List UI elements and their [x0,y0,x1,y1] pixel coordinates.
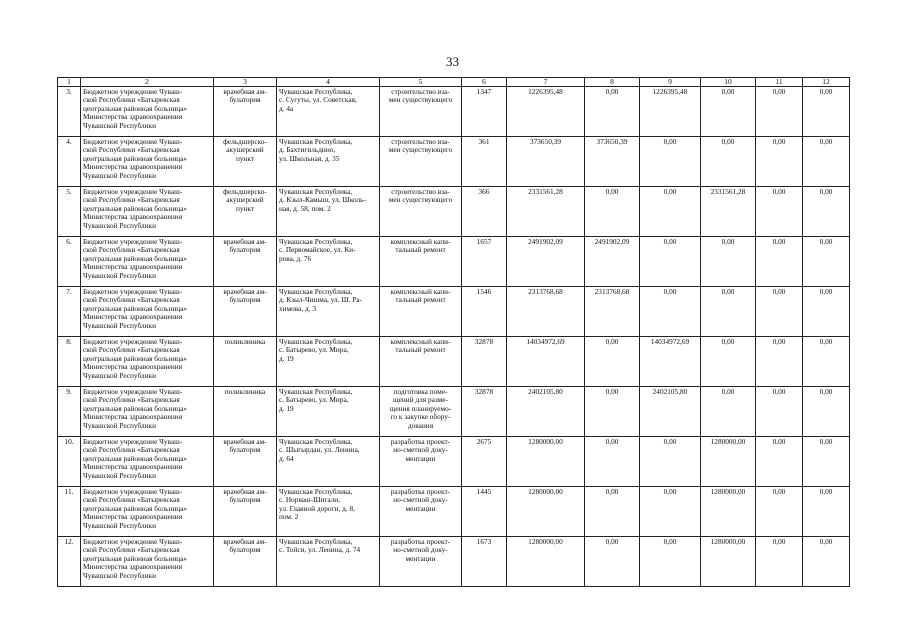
facility-address: Чувашская Республика, с. Батырево, ул. Мира, д. 19 [277,387,380,437]
amount-col-11: 0,00 [756,87,803,137]
amount-col-8: 2313768,68 [585,287,640,337]
total-amount: 1280000,00 [507,487,585,537]
row-number: 10. [58,437,81,487]
amount-col-10: 0,00 [701,137,756,187]
total-amount: 2402105,80 [507,387,585,437]
row-number: 12. [58,537,81,587]
column-number: 4 [277,78,380,87]
amount-col-12: 0,00 [803,487,850,537]
amount-col-11: 0,00 [756,137,803,187]
facility-type: поликлиника [214,337,277,387]
total-amount: 1280000,00 [507,437,585,487]
facility-address: Чувашская Республика, с. Норваш-Шигали, ул. Главной дороги, д. 8, пом. 2 [277,487,380,537]
amount-col-9: 0,00 [640,437,701,487]
amount-col-12: 0,00 [803,287,850,337]
amount-col-9: 0,00 [640,137,701,187]
table-row [58,387,850,437]
amount-col-11: 0,00 [756,337,803,387]
amount-col-9: 1226395,48 [640,87,701,137]
work-type: строительство вза- мен существующего [380,87,462,137]
facility-type: поликлиника [214,387,277,437]
work-type: строительство вза- мен существующего [380,187,462,237]
table-row [58,87,850,137]
row-number: 7. [58,287,81,337]
facility-type: врачебная ам- булатория [214,487,277,537]
area-value: 1546 [462,287,507,337]
facility-type: врачебная ам- булатория [214,287,277,337]
column-number: 6 [462,78,507,87]
institution-name: Бюджетное учреждение Чуваш- ской Республики «Батыревская центральная районная больница» Министерства здравоохранения Чувашской Республики [81,237,214,287]
column-number: 3 [214,78,277,87]
amount-col-10: 2331561,28 [701,187,756,237]
amount-col-8: 0,00 [585,487,640,537]
total-amount: 14034972,69 [507,337,585,387]
row-number: 4. [58,137,81,187]
work-type: комплексный капи- тальный ремонт [380,337,462,387]
row-number: 6. [58,237,81,287]
area-value: 366 [462,187,507,237]
page-number: 33 [446,54,459,69]
facility-address: Чувашская Республика, д. Кзыл-Чишма, ул. Ш. Ра- химова, д. 3 [277,287,380,337]
table-row [58,187,850,237]
area-value: 32878 [462,387,507,437]
work-type: комплексный капи- тальный ремонт [380,237,462,287]
amount-col-11: 0,00 [756,287,803,337]
table-row [58,237,850,287]
facility-type: фельдшерско- акушерский пункт [214,187,277,237]
work-type: комплексный капи- тальный ремонт [380,287,462,337]
work-type: подготовка поме- щений для разме- щения планируемо- го к закупке обору- дования [380,387,462,437]
amount-col-11: 0,00 [756,537,803,587]
total-amount: 1280000,00 [507,537,585,587]
amount-col-8: 373650,39 [585,137,640,187]
facility-address: Чувашская Республика, с. Шыгырдан, ул. Ленина, д. 64 [277,437,380,487]
area-value: 2675 [462,437,507,487]
amount-col-8: 0,00 [585,387,640,437]
facility-address: Чувашская Республика, с. Первомайское, ул. Ки- рова, д. 76 [277,237,380,287]
facility-address: Чувашская Республика, с. Батырево, ул. Мира, д. 19 [277,337,380,387]
amount-col-8: 0,00 [585,537,640,587]
table-row [58,137,850,187]
total-amount: 2313768,68 [507,287,585,337]
institution-name: Бюджетное учреждение Чуваш- ской Республики «Батыревская центральная районная больница» Министерства здравоохранения Чувашской Республики [81,437,214,487]
table-row [58,337,850,387]
amount-col-11: 0,00 [756,237,803,287]
column-number-row [58,78,850,87]
column-number: 8 [585,78,640,87]
column-number: 1 [58,78,81,87]
amount-col-11: 0,00 [756,437,803,487]
row-number: 8. [58,337,81,387]
amount-col-12: 0,00 [803,537,850,587]
facility-address: Чувашская Республика, с. Сугуты, ул. Советская, д. 4а [277,87,380,137]
amount-col-10: 0,00 [701,337,756,387]
amount-col-8: 0,00 [585,337,640,387]
facility-type: врачебная ам- булатория [214,437,277,487]
amount-col-11: 0,00 [756,487,803,537]
institution-name: Бюджетное учреждение Чуваш- ской Республики «Батыревская центральная районная больница» Министерства здравоохранения Чувашской Республики [81,387,214,437]
amount-col-10: 0,00 [701,237,756,287]
row-number: 9. [58,387,81,437]
facility-type: фельдшерско- акушерский пункт [214,137,277,187]
amount-col-10: 0,00 [701,87,756,137]
amount-col-10: 1280000,00 [701,537,756,587]
column-number: 9 [640,78,701,87]
amount-col-10: 0,00 [701,387,756,437]
total-amount: 1226395,48 [507,87,585,137]
area-value: 361 [462,137,507,187]
amount-col-8: 0,00 [585,437,640,487]
amount-col-9: 0,00 [640,187,701,237]
table-row [58,437,850,487]
institution-name: Бюджетное учреждение Чуваш- ской Республики «Батыревская центральная районная больница» Министерства здравоохранения Чувашской Республики [81,337,214,387]
amount-col-8: 0,00 [585,87,640,137]
amount-col-9: 2402105,80 [640,387,701,437]
amount-col-12: 0,00 [803,437,850,487]
facility-address: Чувашская Республика, д. Бахтигильдино, ул. Школьная, д. 35 [277,137,380,187]
work-type: разработка проект- но-сметной доку- ментации [380,437,462,487]
amount-col-12: 0,00 [803,137,850,187]
area-value: 1347 [462,87,507,137]
area-value: 1445 [462,487,507,537]
amount-col-12: 0,00 [803,237,850,287]
table-row [58,537,850,587]
area-value: 1673 [462,537,507,587]
amount-col-8: 0,00 [585,187,640,237]
institution-name: Бюджетное учреждение Чуваш- ской Республики «Батыревская центральная районная больница» Министерства здравоохранения Чувашской Республики [81,287,214,337]
facility-address: Чувашская Республика, с. Тойси, ул. Ленина, д. 74 [277,537,380,587]
work-type: строительство вза- мен существующего [380,137,462,187]
facility-type: врачебная ам- булатория [214,87,277,137]
amount-col-10: 1280000,00 [701,437,756,487]
amount-col-12: 0,00 [803,337,850,387]
amount-col-12: 0,00 [803,187,850,237]
column-number: 12 [803,78,850,87]
total-amount: 2331561,28 [507,187,585,237]
amount-col-9: 0,00 [640,237,701,287]
row-number: 3. [58,87,81,137]
facility-type: врачебная ам- булатория [214,537,277,587]
facility-address: Чувашская Республика, д. Кзыл-Камыш, ул. Школь- ная, д. 58, пом. 2 [277,187,380,237]
amount-col-10: 1280000,00 [701,487,756,537]
work-type: разработка проект- но-сметной доку- ментации [380,537,462,587]
area-value: 1657 [462,237,507,287]
amount-col-9: 14034972,69 [640,337,701,387]
institution-name: Бюджетное учреждение Чуваш- ской Республики «Батыревская центральная районная больница» Министерства здравоохранения Чувашской Республики [81,487,214,537]
amount-col-9: 0,00 [640,487,701,537]
funding-table [57,77,850,587]
column-number: 11 [756,78,803,87]
table-row [58,287,850,337]
institution-name: Бюджетное учреждение Чуваш- ской Республики «Батыревская центральная районная больница» Министерства здравоохранения Чувашской Республики [81,537,214,587]
work-type: разработка проект- но-сметной доку- ментации [380,487,462,537]
amount-col-9: 0,00 [640,537,701,587]
column-number: 2 [81,78,214,87]
institution-name: Бюджетное учреждение Чуваш- ской Республики «Батыревская центральная районная больница» Министерства здравоохранения Чувашской Республики [81,137,214,187]
table-row [58,487,850,537]
total-amount: 373650,39 [507,137,585,187]
column-number: 7 [507,78,585,87]
area-value: 32878 [462,337,507,387]
institution-name: Бюджетное учреждение Чуваш- ской Республики «Батыревская центральная районная больница» Министерства здравоохранения Чувашской Республики [81,187,214,237]
amount-col-11: 0,00 [756,387,803,437]
amount-col-10: 0,00 [701,287,756,337]
row-number: 5. [58,187,81,237]
amount-col-12: 0,00 [803,87,850,137]
facility-type: врачебная ам- булатория [214,237,277,287]
total-amount: 2491902,09 [507,237,585,287]
column-number: 10 [701,78,756,87]
amount-col-8: 2491902,09 [585,237,640,287]
amount-col-11: 0,00 [756,187,803,237]
column-number: 5 [380,78,462,87]
amount-col-9: 0,00 [640,287,701,337]
amount-col-12: 0,00 [803,387,850,437]
institution-name: Бюджетное учреждение Чуваш- ской Республики «Батыревская центральная районная больница» Министерства здравоохранения Чувашской Республики [81,87,214,137]
row-number: 11. [58,487,81,537]
